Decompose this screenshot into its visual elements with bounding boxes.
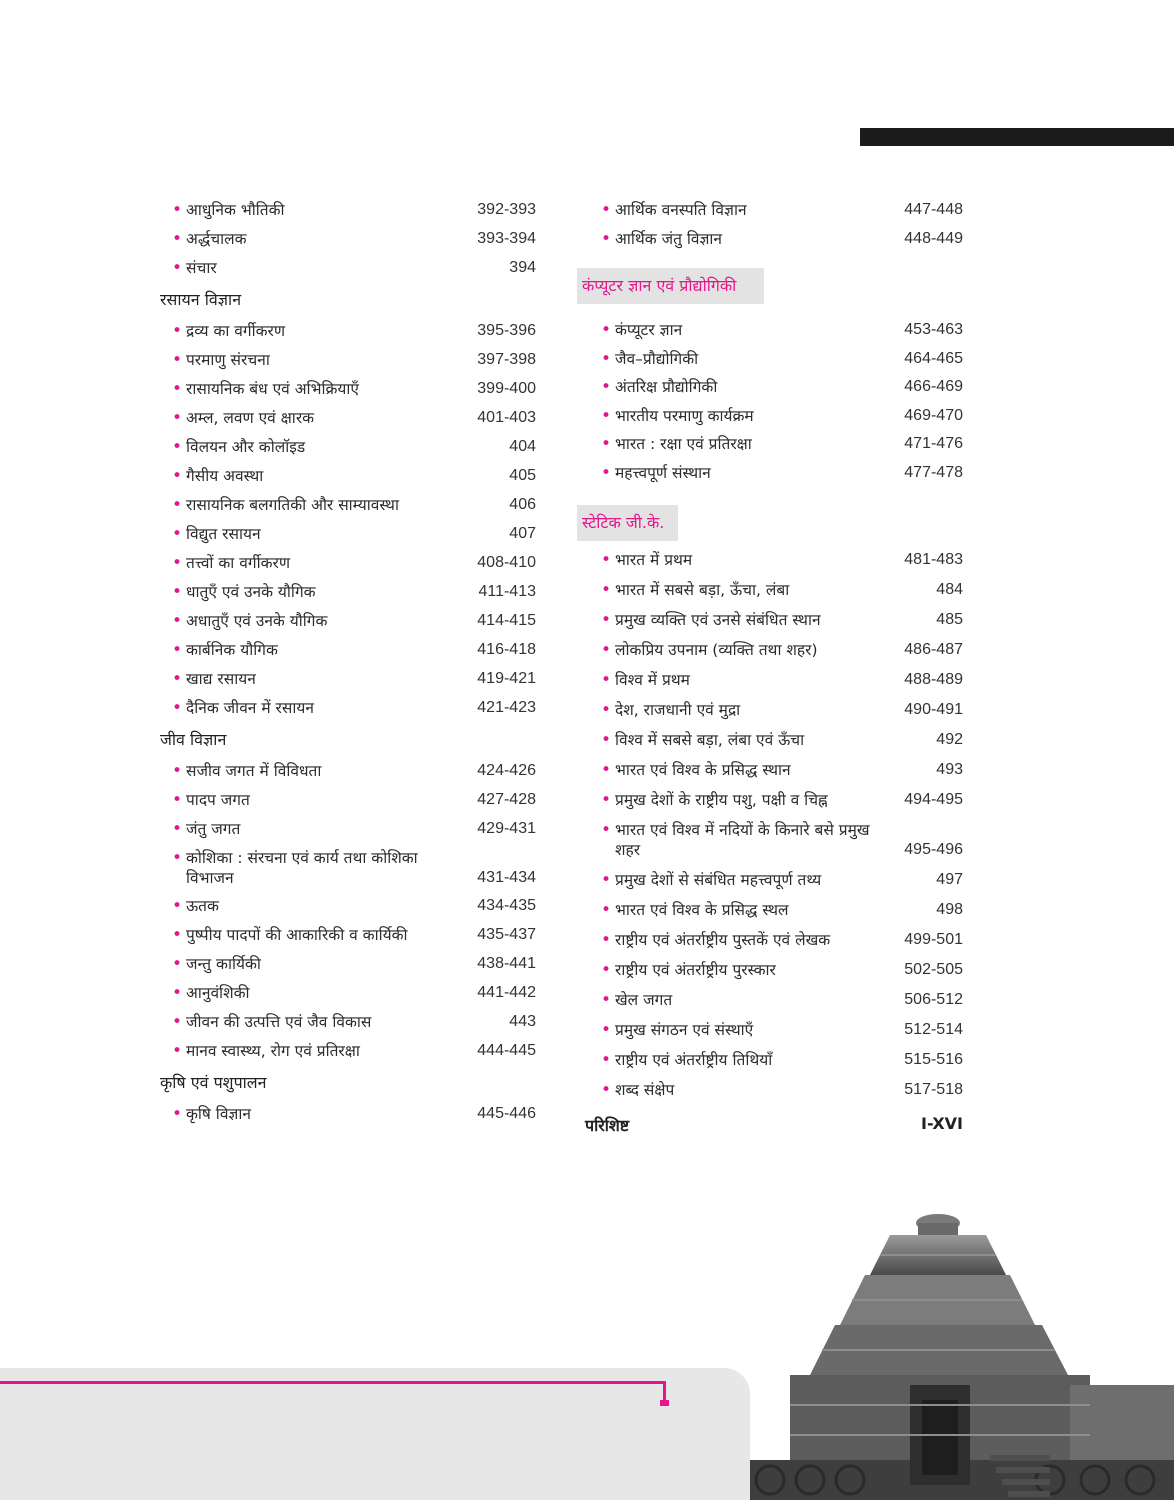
toc-entry-pages: 414-415 [477,612,536,629]
toc-entry[interactable] [585,640,963,660]
toc-entry-pages: 481-483 [904,551,963,568]
toc-entry[interactable] [160,1012,536,1032]
toc-entry[interactable] [160,954,536,974]
toc-entry-title: प्रमुख देशों से संबंधित महत्त्वपूर्ण तथ्य [615,871,822,889]
toc-entry[interactable] [585,790,963,810]
toc-entry-title: अम्ल, लवण एवं क्षारक [186,409,315,427]
toc-entry-title: भारत में सबसे बड़ा, ऊँचा, लंबा [615,581,790,599]
toc-entry-title: आनुवंशिकी [186,984,250,1002]
toc-entry-title: भारत एवं विश्व के प्रसिद्ध स्थान [615,761,791,779]
toc-entry-title: भारत : रक्षा एवं प्रतिरक्षा [615,435,752,453]
toc-entry-title: मानव स्वास्थ्य, रोग एवं प्रतिरक्षा [186,1042,360,1060]
bullet-icon: • [172,925,183,945]
toc-entry-pages: 429-431 [477,820,536,837]
toc-entry-pages: 466-469 [904,378,963,395]
toc-entry-title: कोशिका : संरचना एवं कार्य तथा कोशिका विभाजन [186,849,418,887]
toc-entry-pages: 419-421 [477,670,536,687]
toc-entry-pages: 416-418 [477,641,536,658]
toc-entry-pages: 490-491 [904,701,963,718]
bullet-icon: • [172,983,183,1003]
bullet-icon: • [172,819,183,839]
toc-entry[interactable] [585,434,963,454]
toc-entry-title: भारत में प्रथम [615,551,693,569]
toc-entry-pages: 405 [509,467,536,484]
bullet-icon: • [601,320,612,340]
bullet-icon: • [172,466,183,486]
toc-entry-title: द्रव्य का वर्गीकरण [186,322,286,340]
toc-entry[interactable] [160,524,536,544]
toc-entry-title: राष्ट्रीय एवं अंतर्राष्ट्रीय पुस्तकें एवं लेखक [615,931,831,949]
toc-entry[interactable] [585,960,963,980]
bullet-icon: • [172,408,183,428]
bullet-icon: • [601,405,612,426]
toc-entry[interactable] [160,200,536,220]
toc-entry[interactable] [160,466,536,486]
toc-entry[interactable] [585,1050,963,1070]
bullet-icon: • [172,258,183,278]
bullet-icon: • [172,611,183,631]
toc-entry-pages: 408-410 [477,554,536,571]
bullet-icon: • [601,790,612,810]
appendix-entry[interactable] [585,1114,963,1136]
bullet-icon: • [172,640,183,660]
bullet-icon: • [601,990,612,1010]
bullet-icon: • [172,669,183,689]
footer-accent-end [660,1400,669,1406]
toc-entry-pages: 427-428 [477,791,536,808]
footer-accent-line [0,1381,666,1384]
bullet-icon: • [601,462,612,483]
toc-entry-pages: 502-505 [904,961,963,978]
bullet-icon: • [601,730,612,750]
appendix-title: परिशिष्ट [585,1116,630,1135]
toc-entry[interactable] [585,700,963,720]
bullet-icon: • [172,1012,183,1032]
bullet-icon: • [172,582,183,602]
category-heading: रसायन विज्ञान [160,290,242,309]
toc-entry-pages: 477-478 [904,463,963,481]
toc-entry-title: पादप जगत [186,791,250,809]
toc-entry[interactable] [160,925,536,945]
toc-entry-title: राष्ट्रीय एवं अंतर्राष्ट्रीय तिथियाँ [615,1051,773,1069]
toc-left-column [160,200,536,1133]
toc-entry[interactable] [160,350,536,370]
toc-entry[interactable] [160,553,536,573]
toc-entry[interactable] [160,229,536,249]
bullet-icon: • [172,848,183,868]
toc-entry-pages: 421-423 [477,699,536,716]
toc-entry-title: गैसीय अवस्था [186,467,264,485]
bullet-icon: • [172,954,183,974]
toc-entry-pages: 435-437 [477,926,536,943]
toc-entry[interactable] [585,870,963,890]
bullet-icon: • [172,437,183,457]
toc-entry-title: भारत एवं विश्व में नदियों के किनारे बसे प्रमुख शहर [615,821,870,859]
toc-entry-pages: 499-501 [904,931,963,948]
toc-entry-title: कंप्यूटर ज्ञान [615,321,683,339]
toc-entry[interactable] [585,900,963,920]
toc-entry[interactable] [160,437,536,457]
toc-entry-pages: 494-495 [904,791,963,808]
toc-entry-pages: 512-514 [904,1021,963,1038]
bullet-icon: • [172,379,183,399]
toc-entry[interactable] [585,200,963,220]
toc-entry-pages: 395-396 [477,322,536,339]
toc-entry-title: जन्तु कार्यिकी [186,955,261,973]
toc-entry-pages: 411-413 [478,583,536,600]
toc-entry[interactable] [160,258,536,278]
bullet-icon: • [172,321,183,341]
toc-entry-title: प्रमुख व्यक्ति एवं उनसे संबंधित स्थान [615,611,821,629]
bullet-icon: • [601,700,612,720]
toc-entry-title: प्रमुख देशों के राष्ट्रीय पशु, पक्षी व चिह्न [615,791,828,809]
toc-entry-pages: 393-394 [477,230,536,247]
toc-entry-pages: 434-435 [477,897,536,914]
toc-entry[interactable] [585,1080,963,1100]
toc-entry[interactable] [160,495,536,515]
toc-entry[interactable] [585,990,963,1010]
toc-entry-pages: 515-516 [904,1051,963,1068]
toc-entry-pages: 424-426 [477,762,536,779]
toc-entry[interactable] [160,819,536,839]
toc-entry[interactable] [585,406,963,426]
toc-entry[interactable] [585,349,963,369]
bullet-icon: • [601,960,612,980]
bullet-icon: • [601,377,612,397]
toc-entry-title: भारतीय परमाणु कार्यक्रम [615,406,754,425]
toc-entry-pages: 471-476 [904,435,963,452]
toc-entry-title: कृषि विज्ञान [186,1105,251,1123]
toc-entry-pages: 485 [936,611,963,628]
header-bar [860,128,1174,146]
toc-entry[interactable] [160,983,536,1003]
toc-entry-pages: 441-442 [477,984,536,1001]
bullet-icon: • [601,640,612,660]
toc-entry-title: विद्युत रसायन [186,525,261,543]
toc-entry-title: खाद्य रसायन [186,670,256,688]
toc-entry-pages: 493 [936,761,963,778]
toc-entry-pages: 397-398 [477,351,536,368]
bullet-icon: • [601,870,612,890]
bullet-icon: • [601,760,612,780]
bullet-icon: • [601,580,612,600]
toc-entry[interactable] [160,790,536,810]
toc-entry-pages: 495-496 [904,841,963,858]
toc-entry-title: अधातुएँ एवं उनके यौगिक [186,612,328,630]
bullet-icon: • [601,610,612,630]
toc-entry-title: विलयन और कोलॉइड [186,438,306,456]
toc-entry[interactable] [160,408,536,428]
toc-entry-pages: 438-441 [477,955,536,972]
toc-entry[interactable] [585,670,963,690]
toc-entry[interactable] [160,1041,536,1061]
bullet-icon: • [172,229,183,249]
toc-entry-pages: 484 [936,581,963,598]
toc-entry[interactable] [160,669,536,689]
toc-entry-pages: 497 [936,871,963,888]
bullet-icon: • [601,348,612,369]
toc-entry-title: विश्व में सबसे बड़ा, लंबा एवं ऊँचा [615,731,805,749]
section-heading: कंप्यूटर ज्ञान एवं प्रौद्योगिकी [577,268,764,304]
toc-entry[interactable] [585,760,963,780]
bullet-icon: • [601,670,612,690]
toc-entry[interactable] [585,580,963,600]
toc-entry-pages: 392-393 [477,201,536,218]
toc-entry-pages: 453-463 [904,321,963,338]
toc-entry-title: आर्थिक जंतु विज्ञान [615,230,723,248]
toc-entry[interactable] [585,610,963,630]
toc-entry-pages: 448-449 [904,230,963,247]
toc-entry-title: सजीव जगत में विविधता [186,762,322,780]
toc-right-column [582,200,963,1136]
toc-entry-title: आधुनिक भौतिकी [186,201,285,219]
toc-entry[interactable] [160,896,536,916]
bullet-icon: • [172,553,183,573]
toc-entry-title: तत्त्वों का वर्गीकरण [186,554,291,572]
bullet-icon: • [601,1050,612,1070]
toc-entry-title: जंतु जगत [186,820,241,838]
bullet-icon: • [172,896,183,916]
toc-entry-pages: 486-487 [904,641,963,658]
appendix-pages: I-XVI [921,1114,963,1133]
toc-entry-title: जीवन की उत्पत्ति एवं जैव विकास [186,1013,372,1031]
toc-entry-pages: 404 [509,438,536,455]
bullet-icon: • [172,524,183,544]
toc-entry[interactable] [160,761,536,781]
section-heading: स्टेटिक जी.के. [577,505,678,541]
toc-entry[interactable] [160,640,536,660]
bullet-icon: • [172,495,183,515]
toc-entry-title: दैनिक जीवन में रसायन [186,699,314,717]
bullet-icon: • [601,434,612,454]
footer-panel [0,1368,750,1500]
toc-entry-pages: 445-446 [477,1105,536,1122]
toc-entry-title: रासायनिक बलगतिकी और साम्यावस्था [186,496,399,514]
toc-entry-pages: 444-445 [477,1042,536,1059]
bullet-icon: • [601,229,612,249]
bullet-icon: • [172,761,183,781]
toc-entry-pages: 492 [936,731,963,748]
toc-entry-pages: 431-434 [477,869,536,886]
bullet-icon: • [601,900,612,920]
toc-entry-title: कार्बनिक यौगिक [186,641,278,659]
toc-entry[interactable] [160,848,536,888]
toc-entry[interactable] [585,820,963,860]
toc-entry-pages: 469-470 [904,406,963,424]
bullet-icon: • [172,1041,183,1061]
toc-entry-title: खेल जगत [615,991,673,1009]
toc-entry-title: पुष्पीय पादपों की आकारिकी व कार्यिकी [186,926,408,944]
toc-entry-pages: 399-400 [477,380,536,397]
toc-entry[interactable] [585,550,963,570]
category-heading: जीव विज्ञान [160,730,227,749]
bullet-icon: • [601,550,612,570]
toc-entry-pages: 464-465 [904,349,963,367]
bullet-icon: • [601,1020,612,1040]
toc-entry[interactable] [585,463,963,483]
toc-entry-title: रासायनिक बंध एवं अभिक्रियाएँ [186,380,359,398]
bullet-icon: • [172,1104,183,1124]
toc-entry[interactable] [585,377,963,397]
toc-entry-title: परमाणु संरचना [186,351,270,369]
toc-entry-title: संचार [186,259,217,277]
toc-entry[interactable] [160,582,536,602]
toc-entry-title: भारत एवं विश्व के प्रसिद्ध स्थल [615,901,789,919]
bullet-icon: • [172,200,183,220]
toc-entry[interactable] [585,320,963,340]
toc-entry-pages: 443 [509,1013,536,1030]
toc-entry-title: अंतरिक्ष प्रौद्योगिकी [615,378,718,396]
temple-illustration [750,1205,1174,1500]
toc-entry[interactable] [160,1104,536,1124]
toc-entry-title: आर्थिक वनस्पति विज्ञान [615,201,747,219]
toc-entry-title: जैव–प्रौद्योगिकी [615,349,699,368]
toc-entry[interactable] [585,930,963,950]
toc-entry[interactable] [160,379,536,399]
bullet-icon: • [601,1080,612,1100]
toc-entry-title: धातुएँ एवं उनके यौगिक [186,583,316,601]
bullet-icon: • [172,698,183,718]
toc-entry-title: शब्द संक्षेप [615,1081,675,1099]
toc-entry-pages: 517-518 [904,1081,963,1098]
toc-entry[interactable] [160,321,536,341]
toc-entry-title: राष्ट्रीय एवं अंतर्राष्ट्रीय पुरस्कार [615,961,776,979]
category-heading: कृषि एवं पशुपालन [160,1073,267,1092]
toc-entry[interactable] [160,611,536,631]
toc-entry-title: महत्त्वपूर्ण संस्थान [615,463,711,482]
toc-entry-title: देश, राजधानी एवं मुद्रा [615,701,741,719]
toc-entry-title: प्रमुख संगठन एवं संस्थाएँ [615,1021,754,1039]
toc-entry-pages: 447-448 [904,201,963,218]
toc-entry-title: लोकप्रिय उपनाम (व्यक्ति तथा शहर) [615,641,818,659]
bullet-icon: • [172,350,183,370]
toc-entry[interactable] [160,698,536,718]
toc-entry-pages: 506-512 [904,991,963,1008]
toc-entry-title: ऊतक [186,897,219,915]
toc-entry-title: अर्द्धचालक [186,230,247,248]
bullet-icon: • [601,820,612,840]
bullet-icon: • [601,930,612,950]
bullet-icon: • [601,200,612,220]
toc-entry-pages: 407 [509,525,536,542]
toc-entry-pages: 401-403 [477,409,536,426]
toc-entry[interactable] [585,730,963,750]
toc-entry-pages: 406 [509,496,536,513]
toc-entry-pages: 498 [936,901,963,918]
toc-entry[interactable] [585,229,963,249]
bullet-icon: • [172,790,183,810]
toc-entry-title: विश्व में प्रथम [615,671,690,689]
toc-entry[interactable] [585,1020,963,1040]
toc-entry-pages: 488-489 [904,671,963,688]
toc-entry-pages: 394 [509,259,536,276]
